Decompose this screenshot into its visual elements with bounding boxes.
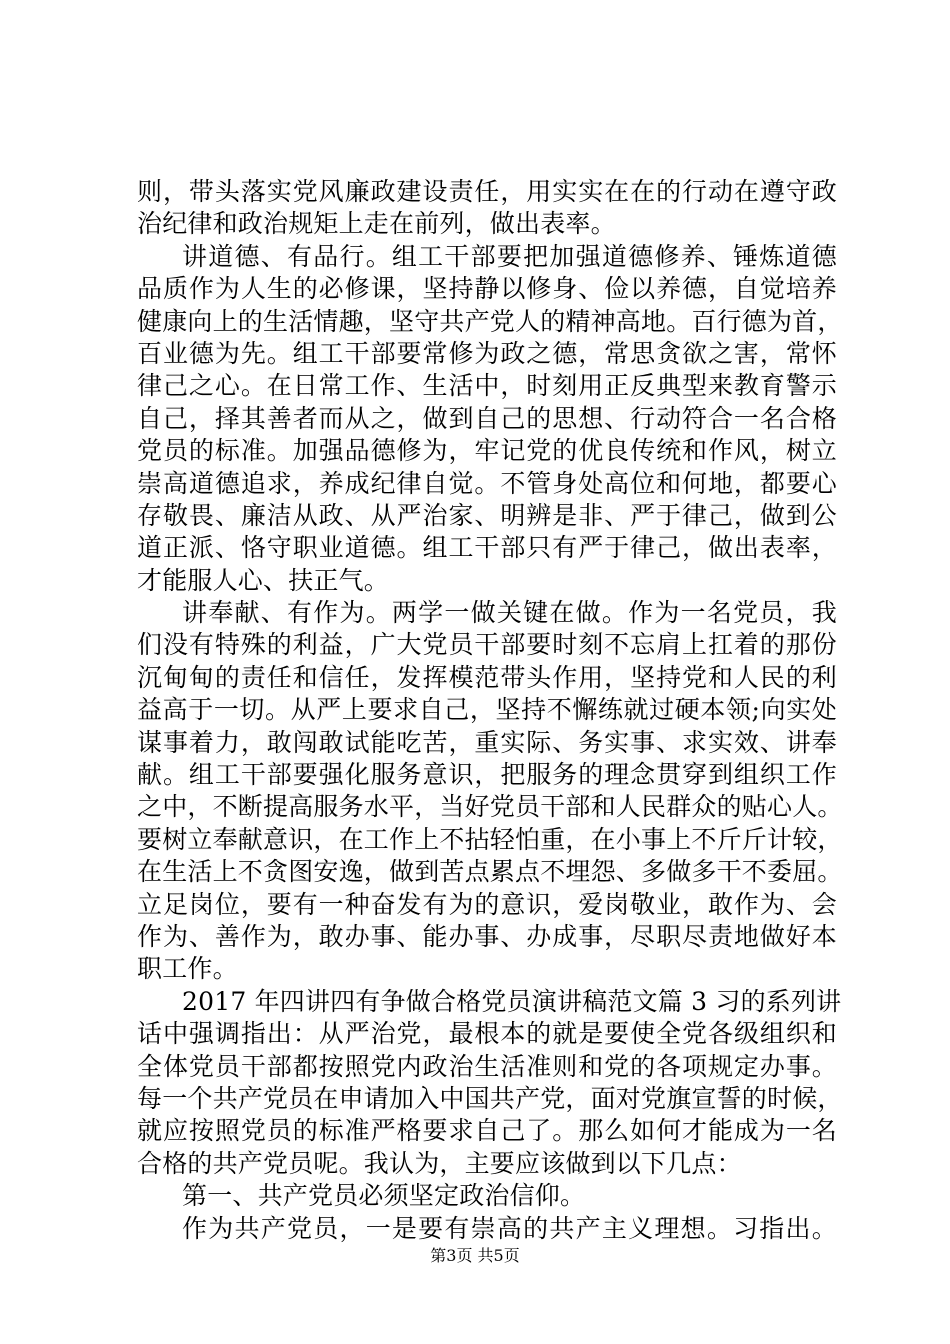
text-line: 献。组工干部要强化服务意识，把服务的理念贯穿到组织工作 xyxy=(137,760,837,790)
text-line: 话中强调指出：从严治党，最根本的就是要使全党各级组织和 xyxy=(137,1019,837,1049)
text-line: 职工作。 xyxy=(137,954,238,984)
text-line: 才能服人心、扶正气。 xyxy=(137,565,390,595)
text-line: 党员的标准。加强品德修为，牢记党的优良传统和作风，树立 xyxy=(137,436,837,466)
text-line: 则，带头落实党风廉政建设责任，用实实在在的行动在遵守政 xyxy=(137,177,837,206)
text-line: 治纪律和政治规矩上走在前列，做出表率。 xyxy=(137,209,616,239)
text-line: 律己之心。在日常工作、生活中，时刻用正反典型来教育警示 xyxy=(137,371,837,401)
text-line: 每一个共产党员在申请加入中国共产党，面对党旗宣誓的时候， xyxy=(137,1083,843,1113)
text-line: 存敬畏、廉洁从政、从严治家、明辨是非、严于律己，做到公 xyxy=(137,500,837,530)
text-line: 们没有特殊的利益，广大党员干部要时刻不忘肩上扛着的那份 xyxy=(137,630,837,660)
text-line: 在生活上不贪图安逸，做到苦点累点不埋怨、多做多干不委屈。 xyxy=(137,857,843,887)
text-line: 之中，不断提高服务水平，当好党员干部和人民群众的贴心人。 xyxy=(137,792,843,822)
text-line: 作为共产党员，一是要有崇高的共产主义理想。习指出。 xyxy=(182,1213,837,1243)
text-line: 讲奉献、有作为。两学一做关键在做。作为一名党员，我 xyxy=(182,598,837,628)
text-line: 益高于一切。从严上要求自己，坚持不懈练就过硬本领;向实处 xyxy=(137,695,837,725)
document-body xyxy=(137,176,843,1245)
text-line: 沉甸甸的责任和信任，发挥模范带头作用，坚持党和人民的利 xyxy=(137,662,837,692)
page-footer: 第3页 共5页 xyxy=(430,1246,520,1265)
text-line: 道正派、恪守职业道德。组工干部只有严于律己，做出表率， xyxy=(137,533,837,563)
text-line: 自己，择其善者而从之，做到自己的思想、行动符合一名合格 xyxy=(137,403,837,433)
text-line: 谋事着力，敢闯敢试能吃苦，重实际、务实事、求实效、讲奉 xyxy=(137,727,837,757)
text-line: 第一、共产党员必须坚定政治信仰。 xyxy=(182,1181,586,1211)
text-line: 健康向上的生活情趣，坚守共产党人的精神高地。百行德为首， xyxy=(137,306,843,336)
text-line: 全体党员干部都按照党内政治生活准则和党的各项规定办事。 xyxy=(137,1051,837,1081)
text-line: 作为、善作为，敢办事、能办事、办成事，尽职尽责地做好本 xyxy=(137,921,837,951)
text-line: 立足岗位，要有一种奋发有为的意识，爱岗敬业，敢作为、会 xyxy=(137,889,837,919)
text-line: 合格的共产党员呢。我认为，主要应该做到以下几点： xyxy=(137,1148,742,1178)
text-line: 品质作为人生的必修课，坚持静以修身、俭以养德，自觉培养 xyxy=(137,274,837,304)
text-line: 百业德为先。组工干部要常修为政之德，常思贪欲之害，常怀 xyxy=(137,338,837,368)
text-line: 讲道德、有品行。组工干部要把加强道德修养、锤炼道德 xyxy=(182,241,837,271)
text-line: 崇高道德追求，养成纪律自觉。不管身处高位和何地，都要心 xyxy=(137,468,837,498)
text-line: 2017 年四讲四有争做合格党员演讲稿范文篇 3 习的系列讲 xyxy=(182,986,842,1016)
text-line: 就应按照党员的标准严格要求自己了。那么如何才能成为一名 xyxy=(137,1116,837,1146)
text-line: 要树立奉献意识，在工作上不拈轻怕重，在小事上不斤斤计较， xyxy=(137,824,843,854)
